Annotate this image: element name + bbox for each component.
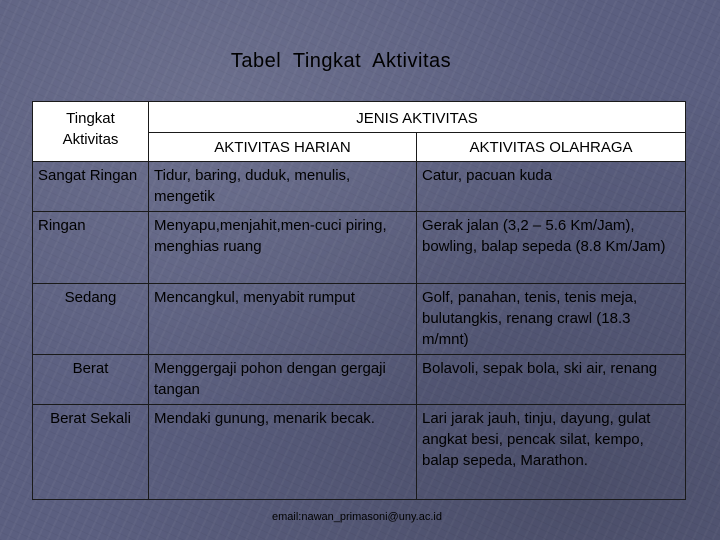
daily-activity-cell: Mendaki gunung, menarik becak. <box>149 405 417 500</box>
table-row <box>33 284 686 355</box>
sport-activity-cell: Golf, panahan, tenis, tenis meja, bulutangkis, renang crawl (18.3 m/mnt) <box>417 284 686 355</box>
sport-activity-header: AKTIVITAS OLAHRAGA <box>417 133 686 162</box>
sport-activity-cell: Catur, pacuan kuda <box>417 162 686 212</box>
level-cell: Berat Sekali <box>33 405 149 500</box>
level-cell: Berat <box>33 355 149 405</box>
activity-table-container <box>32 101 685 497</box>
sport-activity-cell: Gerak jalan (3,2 – 5.6 Km/Jam), bowling, balap sepeda (8.8 Km/Jam) <box>417 212 686 284</box>
level-column-header: Tingkat Aktivitas <box>33 102 149 162</box>
daily-activity-header: AKTIVITAS HARIAN <box>149 133 417 162</box>
table-row <box>33 212 686 284</box>
slide-title: Tabel Tingkat Aktivitas <box>230 50 452 72</box>
level-cell: Sangat Ringan <box>33 162 149 212</box>
activity-table <box>32 101 686 500</box>
daily-activity-cell: Menggergaji pohon dengan gergaji tangan <box>149 355 417 405</box>
table-row <box>33 162 686 212</box>
sport-activity-cell: Lari jarak jauh, tinju, dayung, gulat angkat besi, pencak silat, kempo, balap sepeda, Marathon. <box>417 405 686 500</box>
author-email: email:nawan_primasoni@uny.ac.id <box>272 511 442 523</box>
sport-activity-cell: Bolavoli, sepak bola, ski air, renang <box>417 355 686 405</box>
table-row <box>33 355 686 405</box>
level-cell: Ringan <box>33 212 149 284</box>
daily-activity-cell: Tidur, baring, duduk, menulis, mengetik <box>149 162 417 212</box>
daily-activity-cell: Mencangkul, menyabit rumput <box>149 284 417 355</box>
daily-activity-cell: Menyapu,menjahit,men-cuci piring, menghias ruang <box>149 212 417 284</box>
activity-type-group-header: JENIS AKTIVITAS <box>149 102 686 133</box>
table-row <box>33 405 686 500</box>
level-cell: Sedang <box>33 284 149 355</box>
table-header-row <box>33 102 686 133</box>
